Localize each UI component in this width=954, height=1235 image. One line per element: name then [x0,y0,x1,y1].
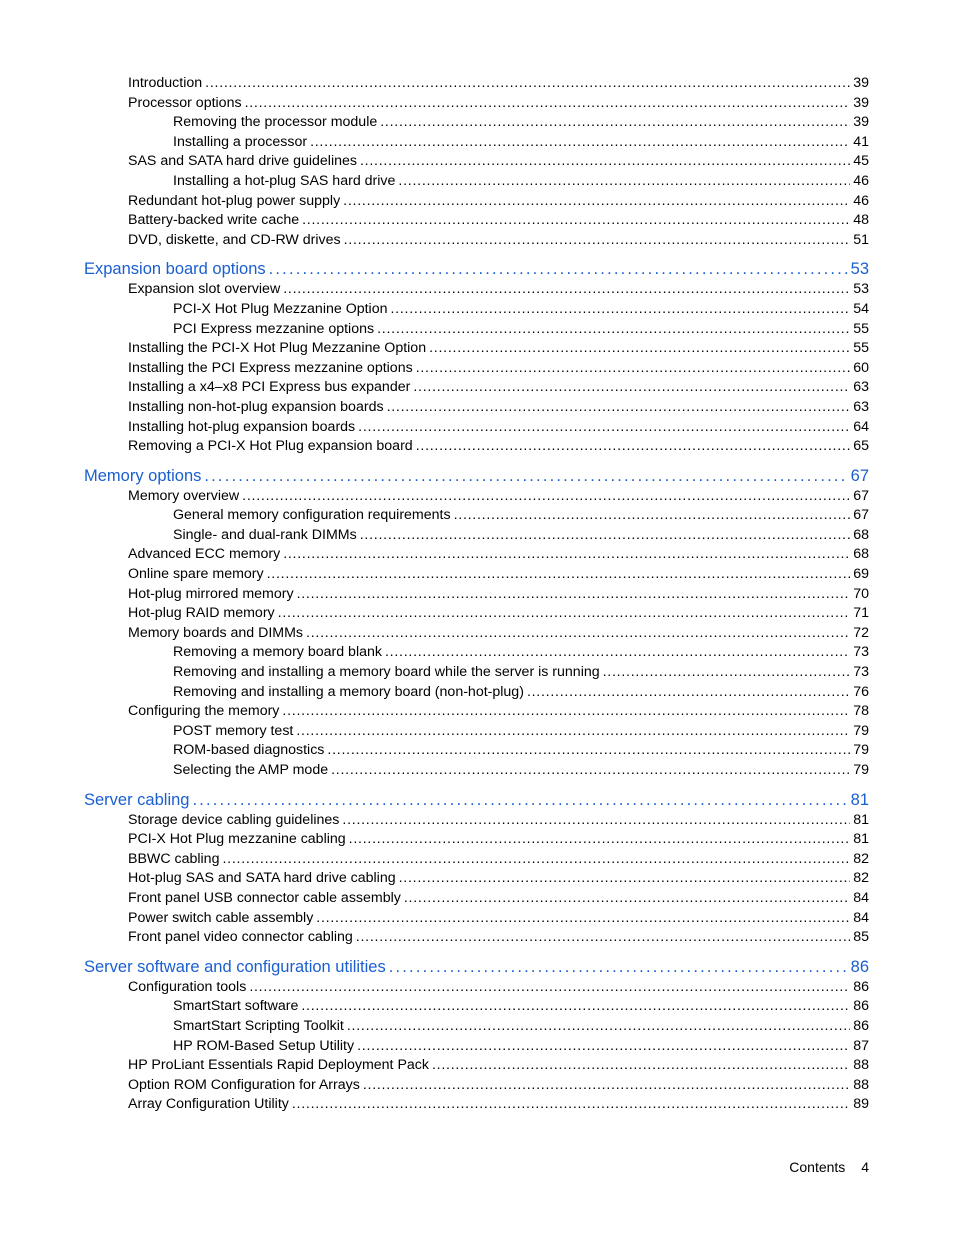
toc-entry-page: 82 [853,850,869,867]
toc-entry[interactable] [84,722,869,742]
toc-entry-title: Removing the processor module [173,114,378,131]
toc-chapter-entry[interactable] [84,259,869,280]
toc-chapter-entry[interactable] [84,957,869,978]
toc-entry-title: Online spare memory [128,566,264,583]
toc-entry-page: 73 [853,664,869,681]
toc-entry-title: Memory boards and DIMMs [128,624,304,641]
toc-entry[interactable] [84,683,869,703]
toc-leader-dots [389,957,848,978]
toc-entry-title: Configuration tools [128,978,247,995]
toc-entry-page: 86 [850,957,869,976]
toc-entry-title: ROM-based diagnostics [173,742,325,759]
toc-entry-title: Array Configuration Utility [128,1096,289,1113]
toc-leader-dots [310,133,850,153]
toc-entry-title: Server cabling [84,790,190,809]
toc-entry-page: 79 [853,742,869,759]
toc-leader-dots [249,978,850,998]
toc-leader-dots [306,624,850,644]
toc-entry[interactable] [84,280,869,300]
toc-entry-page: 41 [853,133,869,150]
toc-leader-dots [380,113,850,133]
toc-entry-title: Configuring the memory [128,703,280,720]
toc-entry[interactable] [84,1037,869,1057]
toc-entry-title: PCI Express mezzanine options [173,320,375,337]
toc-entry-page: 63 [853,379,869,396]
toc-entry-page: 78 [853,703,869,720]
toc-entry-title: Installing a hot-plug SAS hard drive [173,172,396,189]
toc-leader-dots [360,526,850,546]
toc-entry[interactable] [84,437,869,457]
toc-entry[interactable] [84,94,869,114]
toc-entry-page: 72 [853,624,869,641]
toc-leader-dots [357,1037,850,1057]
toc-entry[interactable] [84,545,869,565]
toc-leader-dots [331,761,850,781]
toc-entry[interactable] [84,74,869,94]
toc-leader-dots [297,585,851,605]
toc-entry-page: 63 [853,398,869,415]
toc-entry[interactable] [84,741,869,761]
toc-entry-title: Hot-plug mirrored memory [128,585,294,602]
toc-leader-dots [204,466,847,487]
toc-entry-title: Installing non-hot-plug expansion boards [128,398,384,415]
toc-entry[interactable] [84,506,869,526]
toc-entry[interactable] [84,300,869,320]
toc-entry[interactable] [84,585,869,605]
toc-entry-page: 81 [850,790,869,809]
toc-entry-page: 81 [853,811,869,828]
toc-leader-dots [278,604,851,624]
toc-entry[interactable] [84,643,869,663]
toc-entry-title: Redundant hot-plug power supply [128,192,341,209]
toc-entry-title: POST memory test [173,722,294,739]
toc-leader-dots [302,211,850,231]
toc-entry-page: 86 [853,1017,869,1034]
toc-leader-dots [391,300,851,320]
toc-entry-page: 55 [853,340,869,357]
toc-leader-dots [385,643,850,663]
toc-leader-dots [377,320,850,340]
toc-entry[interactable] [84,339,869,359]
toc-entry[interactable] [84,1076,869,1096]
toc-entry-title: Installing hot-plug expansion boards [128,418,356,435]
toc-entry-page: 53 [850,260,869,279]
toc-entry[interactable] [84,1056,869,1076]
toc-entry-page: 73 [853,644,869,661]
toc-entry-title: Installing a x4–x8 PCI Express bus expander [128,379,411,396]
toc-leader-dots [429,339,850,359]
toc-leader-dots [603,663,851,683]
toc-entry[interactable] [84,869,869,889]
toc-entry[interactable] [84,113,869,133]
toc-entry-page: 69 [853,566,869,583]
toc-entry-title: Installing the PCI-X Hot Plug Mezzanine Option [128,340,427,357]
toc-leader-dots [269,259,848,280]
toc-entry-title: Memory overview [128,487,240,504]
toc-entry-title: Front panel video connector cabling [128,929,353,946]
toc-leader-dots [205,74,850,94]
toc-leader-dots [432,1056,850,1076]
toc-entry[interactable] [84,928,869,948]
toc-entry[interactable] [84,604,869,624]
toc-leader-dots [283,280,850,300]
toc-entry-page: 46 [853,192,869,209]
toc-entry-page: 79 [853,722,869,739]
toc-leader-dots [454,506,851,526]
toc-entry-title: Removing and installing a memory board (non-hot-plug) [173,683,524,700]
toc-leader-dots [347,1017,850,1037]
toc-entry-title: DVD, diskette, and CD-RW drives [128,231,341,248]
toc-entry-page: 87 [853,1037,869,1054]
toc-entry-page: 64 [853,418,869,435]
toc-entry-page: 88 [853,1057,869,1074]
toc-entry[interactable] [84,565,869,585]
toc-entry-page: 68 [853,526,869,543]
toc-leader-dots [356,928,850,948]
toc-chapter-entry[interactable] [84,466,869,487]
toc-entry[interactable] [84,152,869,172]
toc-leader-dots [192,790,847,811]
toc-entry-title: SmartStart Scripting Toolkit [173,1017,344,1034]
toc-entry-title: Advanced ECC memory [128,546,281,563]
toc-entry[interactable] [84,850,869,870]
toc-entry-page: 88 [853,1076,869,1093]
toc-entry-page: 39 [853,114,869,131]
toc-entry[interactable] [84,909,869,929]
toc-entry-page: 67 [850,466,869,485]
toc-entry[interactable] [84,624,869,644]
toc-entry-page: 67 [853,487,869,504]
toc-leader-dots [245,94,851,114]
toc-entry-page: 86 [853,998,869,1015]
toc-entry[interactable] [84,231,869,251]
toc-entry-page: 68 [853,546,869,563]
toc-entry-page: 54 [853,300,869,317]
toc-leader-dots [358,418,850,438]
toc-leader-dots [242,487,850,507]
toc-entry-title: HP ProLiant Essentials Rapid Deployment Pack [128,1057,429,1074]
toc-entry[interactable] [84,702,869,722]
toc-entry-page: 65 [853,438,869,455]
toc-entry[interactable] [84,398,869,418]
toc-entry[interactable] [84,378,869,398]
toc-entry-page: 71 [853,605,869,622]
toc-entry-title: Installing a processor [173,133,308,150]
toc-entry-title: PCI-X Hot Plug mezzanine cabling [128,831,346,848]
toc-entry-title: Option ROM Configuration for Arrays [128,1076,360,1093]
toc-entry[interactable] [84,1095,869,1115]
toc-entry[interactable] [84,133,869,153]
toc-leader-dots [343,192,850,212]
toc-entry-title: Removing and installing a memory board while the server is running [173,664,600,681]
toc-entry-page: 84 [853,909,869,926]
toc-entry-page: 82 [853,870,869,887]
toc-entry[interactable] [84,418,869,438]
toc-leader-dots [363,1076,850,1096]
toc-chapter-entry[interactable] [84,790,869,811]
toc-entry[interactable] [84,830,869,850]
toc-entry-page: 79 [853,762,869,778]
toc-leader-dots [301,997,850,1017]
toc-entry-page: 60 [853,359,869,376]
toc-entry[interactable] [84,172,869,192]
toc-leader-dots [267,565,851,585]
toc-entry[interactable] [84,359,869,379]
toc-entry[interactable] [84,761,869,781]
toc-leader-dots [342,811,850,831]
toc-leader-dots [316,909,850,929]
toc-entry[interactable] [84,487,869,507]
toc-entry-title: BBWC cabling [128,850,220,867]
toc-entry-title: General memory configuration requirements [173,507,451,524]
toc-entry-title: Power switch cable assembly [128,909,314,926]
toc-entry[interactable] [84,526,869,546]
footer-page-number: 4 [861,1159,869,1175]
toc-entry-title: Processor options [128,94,242,111]
toc-leader-dots [413,378,850,398]
toc-entry-page: 76 [853,683,869,700]
toc-entry-page: 84 [853,889,869,906]
toc-leader-dots [296,722,850,742]
toc-leader-dots [404,889,850,909]
toc-entry-title: Hot-plug RAID memory [128,605,275,622]
toc-entry[interactable] [84,997,869,1017]
toc-leader-dots [222,850,850,870]
toc-entry-title: Installing the PCI Express mezzanine options [128,359,413,376]
page-footer [789,1159,869,1175]
toc-leader-dots [399,869,851,889]
toc-entry[interactable] [84,978,869,998]
toc-entry-page: 45 [853,153,869,170]
toc-leader-dots [387,398,851,418]
toc-leader-dots [344,231,851,251]
toc-entry-page: 51 [853,231,869,248]
toc-entry[interactable] [84,320,869,340]
toc-entry-title: SAS and SATA hard drive guidelines [128,153,357,170]
toc-leader-dots [327,741,850,761]
toc-entry-title: Hot-plug SAS and SATA hard drive cabling [128,870,396,887]
toc-entry-title: Expansion board options [84,260,266,279]
toc-entry-page: 39 [853,75,869,91]
toc-entry-title: Removing a PCI-X Hot Plug expansion board [128,438,413,455]
toc-entry-title: Single- and dual-rank DIMMs [173,526,357,543]
toc-entry[interactable] [84,663,869,683]
toc-entry-page: 86 [853,978,869,995]
toc-leader-dots [398,172,850,192]
toc-leader-dots [416,359,851,379]
toc-entry-page: 48 [853,212,869,229]
toc-leader-dots [527,683,850,703]
toc-leader-dots [282,702,850,722]
toc-entry-page: 89 [853,1096,869,1113]
toc-entry-title: Expansion slot overview [128,281,281,298]
toc-entry-title: SmartStart software [173,998,299,1015]
toc-entry-title: PCI-X Hot Plug Mezzanine Option [173,300,388,317]
toc-entry[interactable] [84,889,869,909]
toc-entry[interactable] [84,192,869,212]
toc-entry-title: Battery-backed write cache [128,212,300,229]
toc-entry-title: Front panel USB connector cable assembly [128,889,401,906]
toc-leader-dots [283,545,850,565]
toc-entry[interactable] [84,811,869,831]
toc-entry-page: 67 [853,507,869,524]
table-of-contents [84,74,869,1115]
toc-entry-page: 46 [853,172,869,189]
toc-entry[interactable] [84,1017,869,1037]
toc-entry-page: 85 [853,929,869,946]
toc-leader-dots [349,830,851,850]
toc-entry-page: 53 [853,281,869,298]
toc-entry-title: Introduction [128,75,203,91]
toc-leader-dots [360,152,850,172]
toc-entry-page: 70 [853,585,869,602]
toc-entry-title: Selecting the AMP mode [173,762,329,778]
toc-entry[interactable] [84,211,869,231]
toc-entry-title: Memory options [84,466,202,485]
toc-entry-page: 39 [853,94,869,111]
toc-entry-page: 55 [853,320,869,337]
toc-entry-title: Storage device cabling guidelines [128,811,340,828]
toc-entry-page: 81 [853,831,869,848]
footer-section-label: Contents [789,1159,846,1175]
toc-entry-title: Removing a memory board blank [173,644,382,661]
toc-leader-dots [292,1095,850,1115]
toc-entry-title: Server software and configuration utilities [84,957,386,976]
toc-entry-title: HP ROM-Based Setup Utility [173,1037,355,1054]
toc-leader-dots [416,437,851,457]
